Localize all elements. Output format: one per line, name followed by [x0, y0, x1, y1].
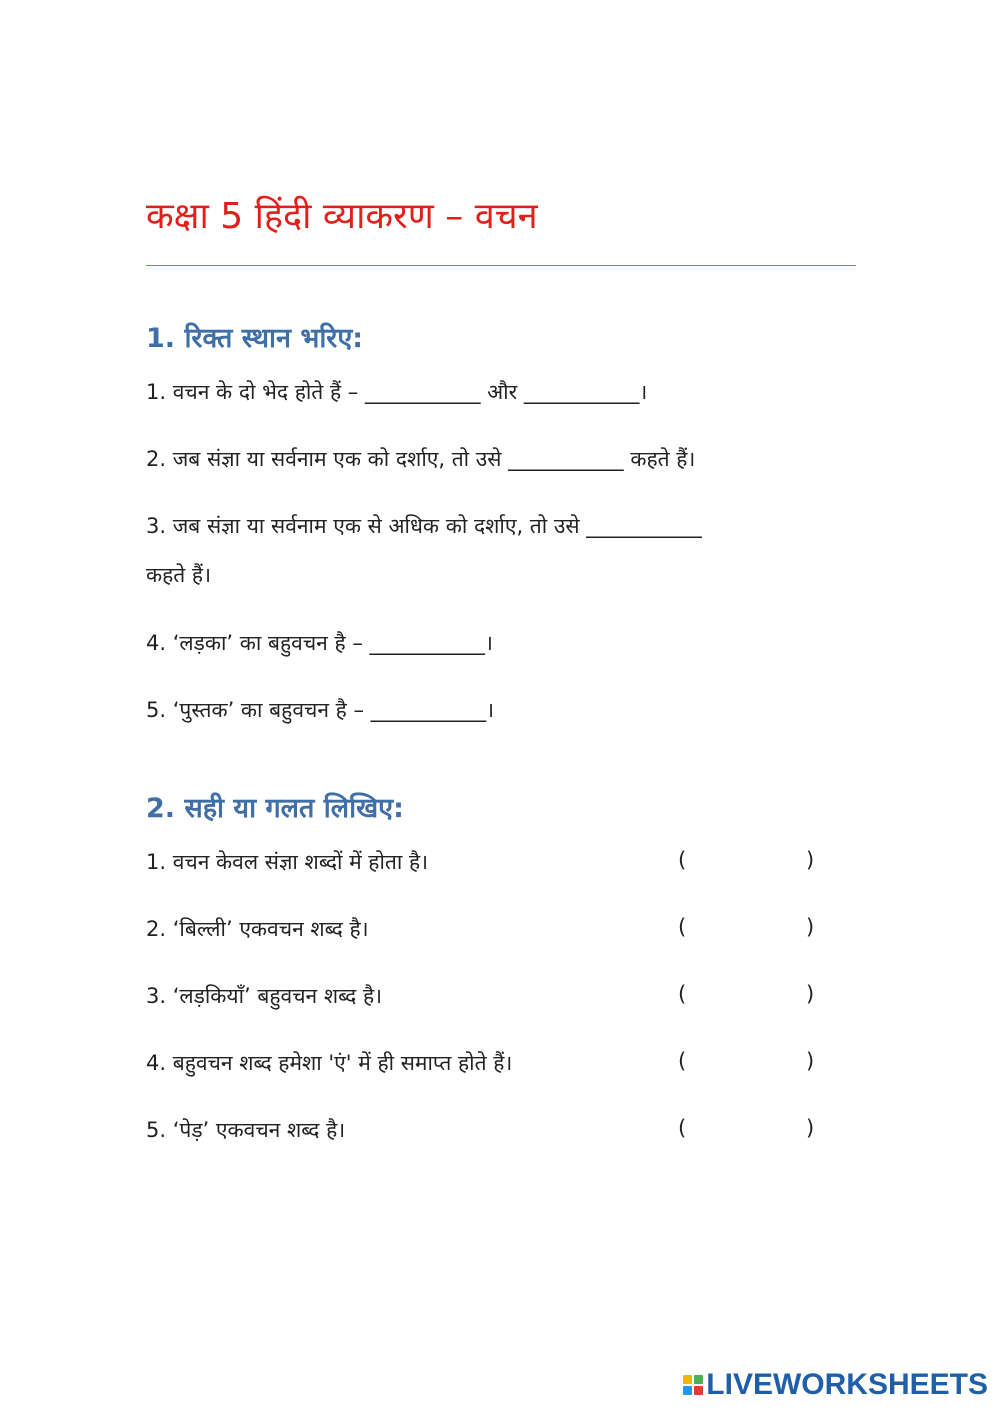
fill-item-3: 3. जब संज्ञा या सर्वनाम एक से अधिक को दर्शाए, तो उसे ___________: [146, 514, 702, 538]
answer-open-paren: (: [678, 1049, 687, 1073]
answer-close-paren: ): [806, 1049, 815, 1073]
tf-item-5: 5. ‘पेड़’ एकवचन शब्द है।: [146, 1118, 346, 1142]
page-title: कक्षा 5 हिंदी व्याकरण – वचन: [146, 196, 538, 237]
liveworksheets-logo[interactable]: [683, 1368, 988, 1402]
tf-item-2: 2. ‘बिल्ली’ एकवचन शब्द है।: [146, 917, 369, 941]
tf-item-3: 3. ‘लड़कियाँ’ बहुवचन शब्द है।: [146, 984, 383, 1008]
logo-square-yellow: [683, 1375, 692, 1384]
title-divider: [146, 265, 856, 266]
section2-heading: 2. सही या गलत लिखिए:: [146, 793, 404, 824]
tf-item-4: 4. बहुवचन शब्द हमेशा 'एं' में ही समाप्त होते हैं।: [146, 1051, 513, 1075]
fill-item-1: 1. वचन के दो भेद होते हैं – ___________ और ___________।: [146, 380, 648, 404]
answer-close-paren: ): [806, 1116, 815, 1140]
fill-item-5: 5. ‘पुस्तक’ का बहुवचन है – ___________।: [146, 698, 495, 722]
fill-item-3-continued: कहते हैं।: [146, 563, 212, 587]
answer-open-paren: (: [678, 848, 687, 872]
fill-item-2: 2. जब संज्ञा या सर्वनाम एक को दर्शाए, तो उसे ___________ कहते हैं।: [146, 447, 696, 471]
logo-square-red: [694, 1386, 703, 1395]
section1-heading: 1. रिक्त स्थान भरिए:: [146, 323, 364, 354]
answer-close-paren: ): [806, 982, 815, 1006]
logo-square-blue: [683, 1386, 692, 1395]
logo-text: LIVEWORKSHEETS: [706, 1368, 988, 1401]
answer-open-paren: (: [678, 915, 687, 939]
answer-close-paren: ): [806, 848, 815, 872]
logo-square-green: [694, 1375, 703, 1384]
fill-item-4: 4. ‘लड़का’ का बहुवचन है – ___________।: [146, 631, 493, 655]
tf-item-1: 1. वचन केवल संज्ञा शब्दों में होता है।: [146, 850, 429, 874]
answer-close-paren: ): [806, 915, 815, 939]
answer-open-paren: (: [678, 982, 687, 1006]
answer-open-paren: (: [678, 1116, 687, 1140]
liveworksheets-logo-icon: [683, 1375, 703, 1395]
